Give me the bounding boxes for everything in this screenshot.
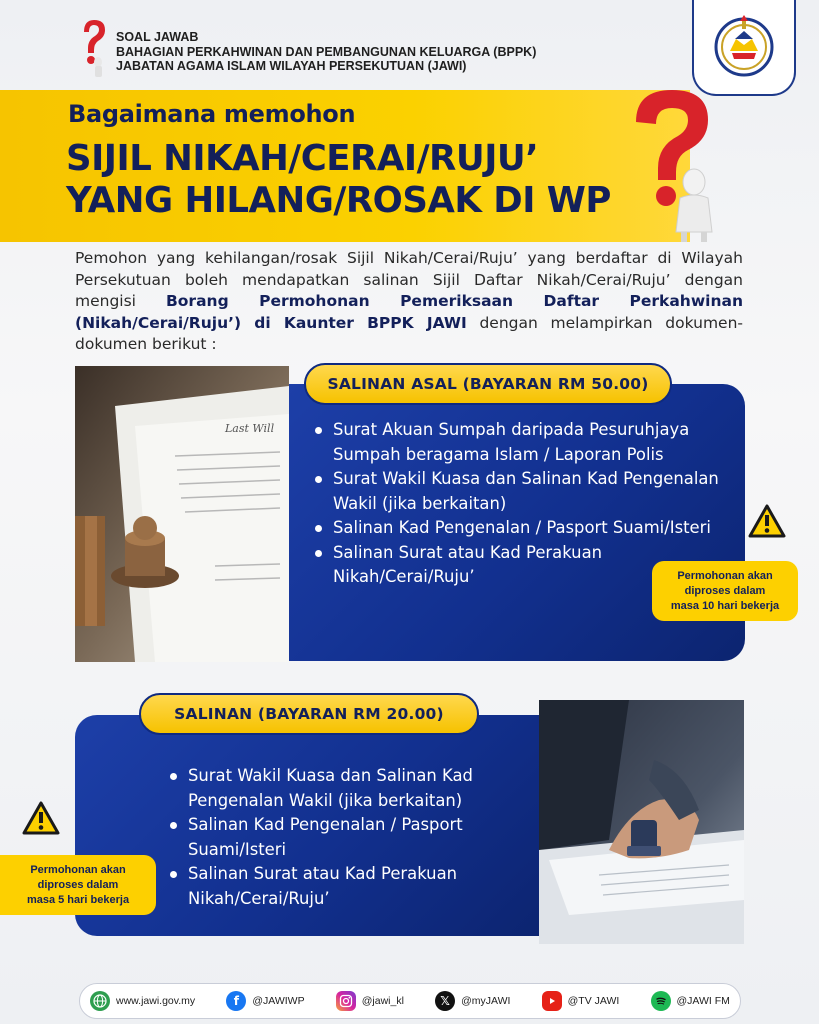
intro-text-2: dengan melampirkan dokumen-dokumen berikut :: [75, 313, 744, 354]
intro-paragraph: [75, 248, 743, 356]
globe-icon: [90, 991, 110, 1011]
instagram-icon: [336, 991, 356, 1011]
footer-label: @jawi_kl: [361, 995, 404, 1007]
x-icon: 𝕏: [435, 991, 455, 1011]
footer-x[interactable]: [435, 991, 510, 1011]
note-line: masa 5 hari bekerja: [26, 893, 130, 906]
question-mark-figure-icon: [78, 18, 108, 78]
footer-label: @JAWIWP: [252, 995, 305, 1007]
processing-time-note: [652, 561, 798, 621]
copy-list: [168, 764, 538, 911]
header-line-2: BAHAGIAN PERKAHWINAN DAN PEMBANGUNAN KELUARGA (BPPK): [116, 44, 537, 59]
jawi-emblem-icon: [708, 9, 780, 81]
copy-heading: SALINAN (BAYARAN RM 20.00): [139, 693, 479, 735]
intro-form-name: Borang Permohonan Pemeriksaan Daftar Perkahwinan (Nikah/Cerai/Ruju’) di Kaunter BPPK JAWI: [75, 292, 743, 332]
list-item: Salinan Surat atau Kad Perakuan Nikah/Cerai/Ruju’: [313, 541, 733, 590]
title-line-2: YANG HILANG/ROSAK DI WP: [66, 180, 611, 221]
list-item: Surat Wakil Kuasa dan Salinan Kad Pengenalan Wakil (jika berkaitan): [168, 764, 538, 813]
note-line: Permohonan akan: [30, 863, 126, 876]
note-line: diproses dalam: [684, 584, 766, 597]
footer-label: @JAWI FM: [676, 995, 730, 1007]
footer-website[interactable]: [90, 991, 195, 1011]
header-line-3: JABATAN AGAMA ISLAM WILAYAH PERSEKUTUAN (JAWI): [116, 59, 467, 73]
spotify-icon: [651, 991, 671, 1011]
processing-time-note: [0, 855, 156, 915]
footer-youtube[interactable]: [542, 991, 620, 1011]
page-title: [66, 138, 611, 222]
list-item: Salinan Surat atau Kad Perakuan Nikah/Cerai/Ruju’: [168, 862, 538, 911]
list-item: Salinan Kad Pengenalan / Pasport Suami/Isteri: [313, 516, 733, 541]
note-line: Permohonan akan: [677, 569, 773, 582]
footer-instagram[interactable]: [336, 991, 404, 1011]
facebook-icon: f: [226, 991, 246, 1011]
social-footer: [79, 983, 741, 1019]
footer-label: @myJAWI: [461, 995, 511, 1007]
footer-facebook[interactable]: [226, 991, 304, 1011]
original-copy-heading: SALINAN ASAL (BAYARAN RM 50.00): [304, 363, 672, 405]
note-line: masa 10 hari bekerja: [670, 599, 780, 612]
warning-icon: [748, 503, 786, 539]
title-subtitle: Bagaimana memohon: [68, 100, 356, 128]
list-item: Salinan Kad Pengenalan / Pasport Suami/Isteri: [168, 813, 538, 862]
header-text: [116, 30, 536, 74]
warning-icon: [22, 800, 60, 836]
svg-text:Last Will: Last Will: [225, 422, 275, 435]
list-item: Surat Wakil Kuasa dan Salinan Kad Pengenalan Wakil (jika berkaitan): [313, 467, 733, 516]
footer-label: www.jawi.gov.my: [116, 995, 196, 1007]
footer-label: @TV JAWI: [567, 995, 620, 1007]
youtube-icon: [542, 991, 562, 1011]
intro-text-1: Pemohon yang kehilangan/rosak Sijil Nikah/Cerai/Ruju’ yang berdaftar di Wilayah Persekutuan boleh mendapatkan salinan Sijil Daftar Nikah/Cerai/Ruju’ dengan mengisi: [75, 249, 743, 311]
list-item: Surat Akuan Sumpah daripada Pesuruhjaya Sumpah beragama Islam / Laporan Polis: [313, 418, 733, 467]
note-line: diproses dalam: [37, 878, 119, 891]
footer-spotify[interactable]: [651, 991, 730, 1011]
title-line-1: SIJIL NIKAH/CERAI/RUJU’: [66, 138, 539, 179]
question-mark-figure-icon: [614, 82, 724, 242]
header-line-1: SOAL JAWAB: [116, 30, 199, 44]
certificate-stamp-photo: [75, 366, 289, 662]
stamping-document-photo: [539, 700, 744, 944]
